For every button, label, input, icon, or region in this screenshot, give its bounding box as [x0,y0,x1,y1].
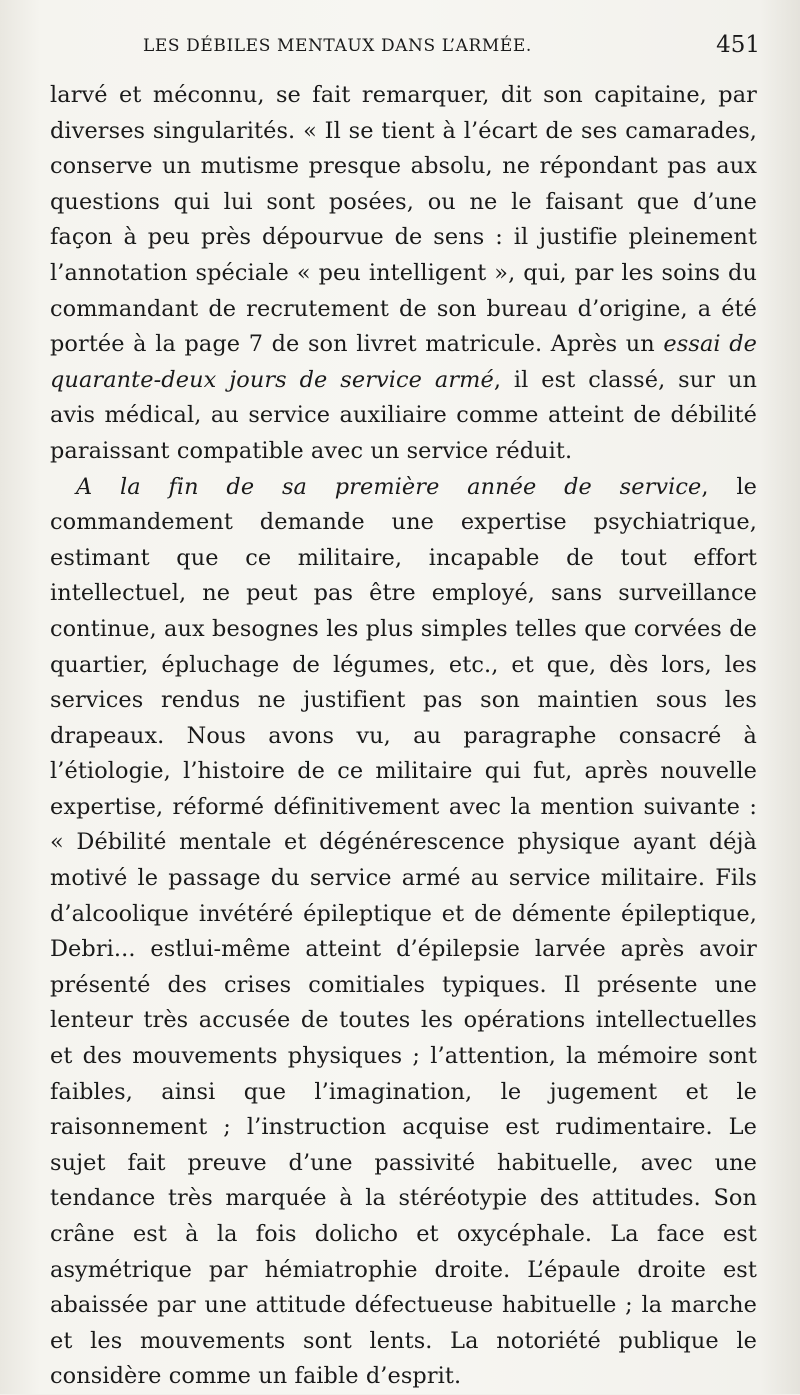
body-text [50,78,757,1395]
paragraph-2-italic-a: A la fin de sa première année de service [76,473,702,500]
running-head [0,32,800,72]
paragraph-1-text-c: , il est classé, sur un avis médical, au service auxiliaire comme atteint de débilité paraissant compatible avec un service réduit. [50,366,757,464]
paragraph-1-italic-b: essai de quarante-deux jours de service armé [50,331,757,393]
paragraph-2-text-b: , le commandement demande une expertise psychiatrique, estimant que ce militaire, incapable de tout effort intellectuel, ne peut pas être employé, sans surveillance continue, aux besognes les plus simples telles que corvées de quartier, épluchage de légumes, etc., et que, dès lors, les services rendus ne justifient pas son maintien sous les drapeaux. Nous avons vu, au paragraphe consacré à l’étiologie, l’histoire de ce militaire qui fut, après nouvelle expertise, réformé définitivement avec la mention suivante : « Débilité mentale et dégénérescence physique ayant déjà motivé le passage du service armé au service militaire. Fils d’alcoolique invétéré épileptique et de démente épileptique, Debri... estlui-même atteint d’épilepsie larvée après avoir présenté des crises comitiales typiques. Il présente une lenteur très accusée de toutes les opérations intellectuelles et des mouvements physiques ; l’attention, la mémoire sont faibles, ainsi que l’imagination, le jugement et le raisonnement ; l’instruction acquise est rudimentaire. Le sujet fait preuve d’une passivité habituelle, avec une tendance très marquée à la stéréotypie des attitudes. Son crâne est à la fois dolicho et oxycéphale. La face est asymétrique par hémiatrophie droite. L’épaule droite est abaissée par une attitude défectueuse habituelle ; la marche et les mouvements sont lents. La notoriété publique le considère comme un faible d’esprit. [50,473,758,1390]
running-title: LES DÉBILES MENTAUX DANS L’ARMÉE. [143,36,532,56]
paragraph-1-text-a: larvé et méconnu, se fait remarquer, dit son capitaine, par diverses singularités. « Il se tient à l’écart de ses camarades, conserve un mutisme presque absolu, ne répondant pas aux questions qui lui sont posées, ou ne le faisant que d’une façon à peu près dépourvue de sens : il justifie pleinement l’annotation spéciale « peu intelligent », qui, par les soins du commandant de recrutement de son bureau d’origine, a été portée à la page 7 de son livret matricule. Après un [50,82,757,358]
paragraph-2 [50,470,757,1395]
page-number: 451 [716,32,760,58]
paragraph-1 [50,78,757,470]
